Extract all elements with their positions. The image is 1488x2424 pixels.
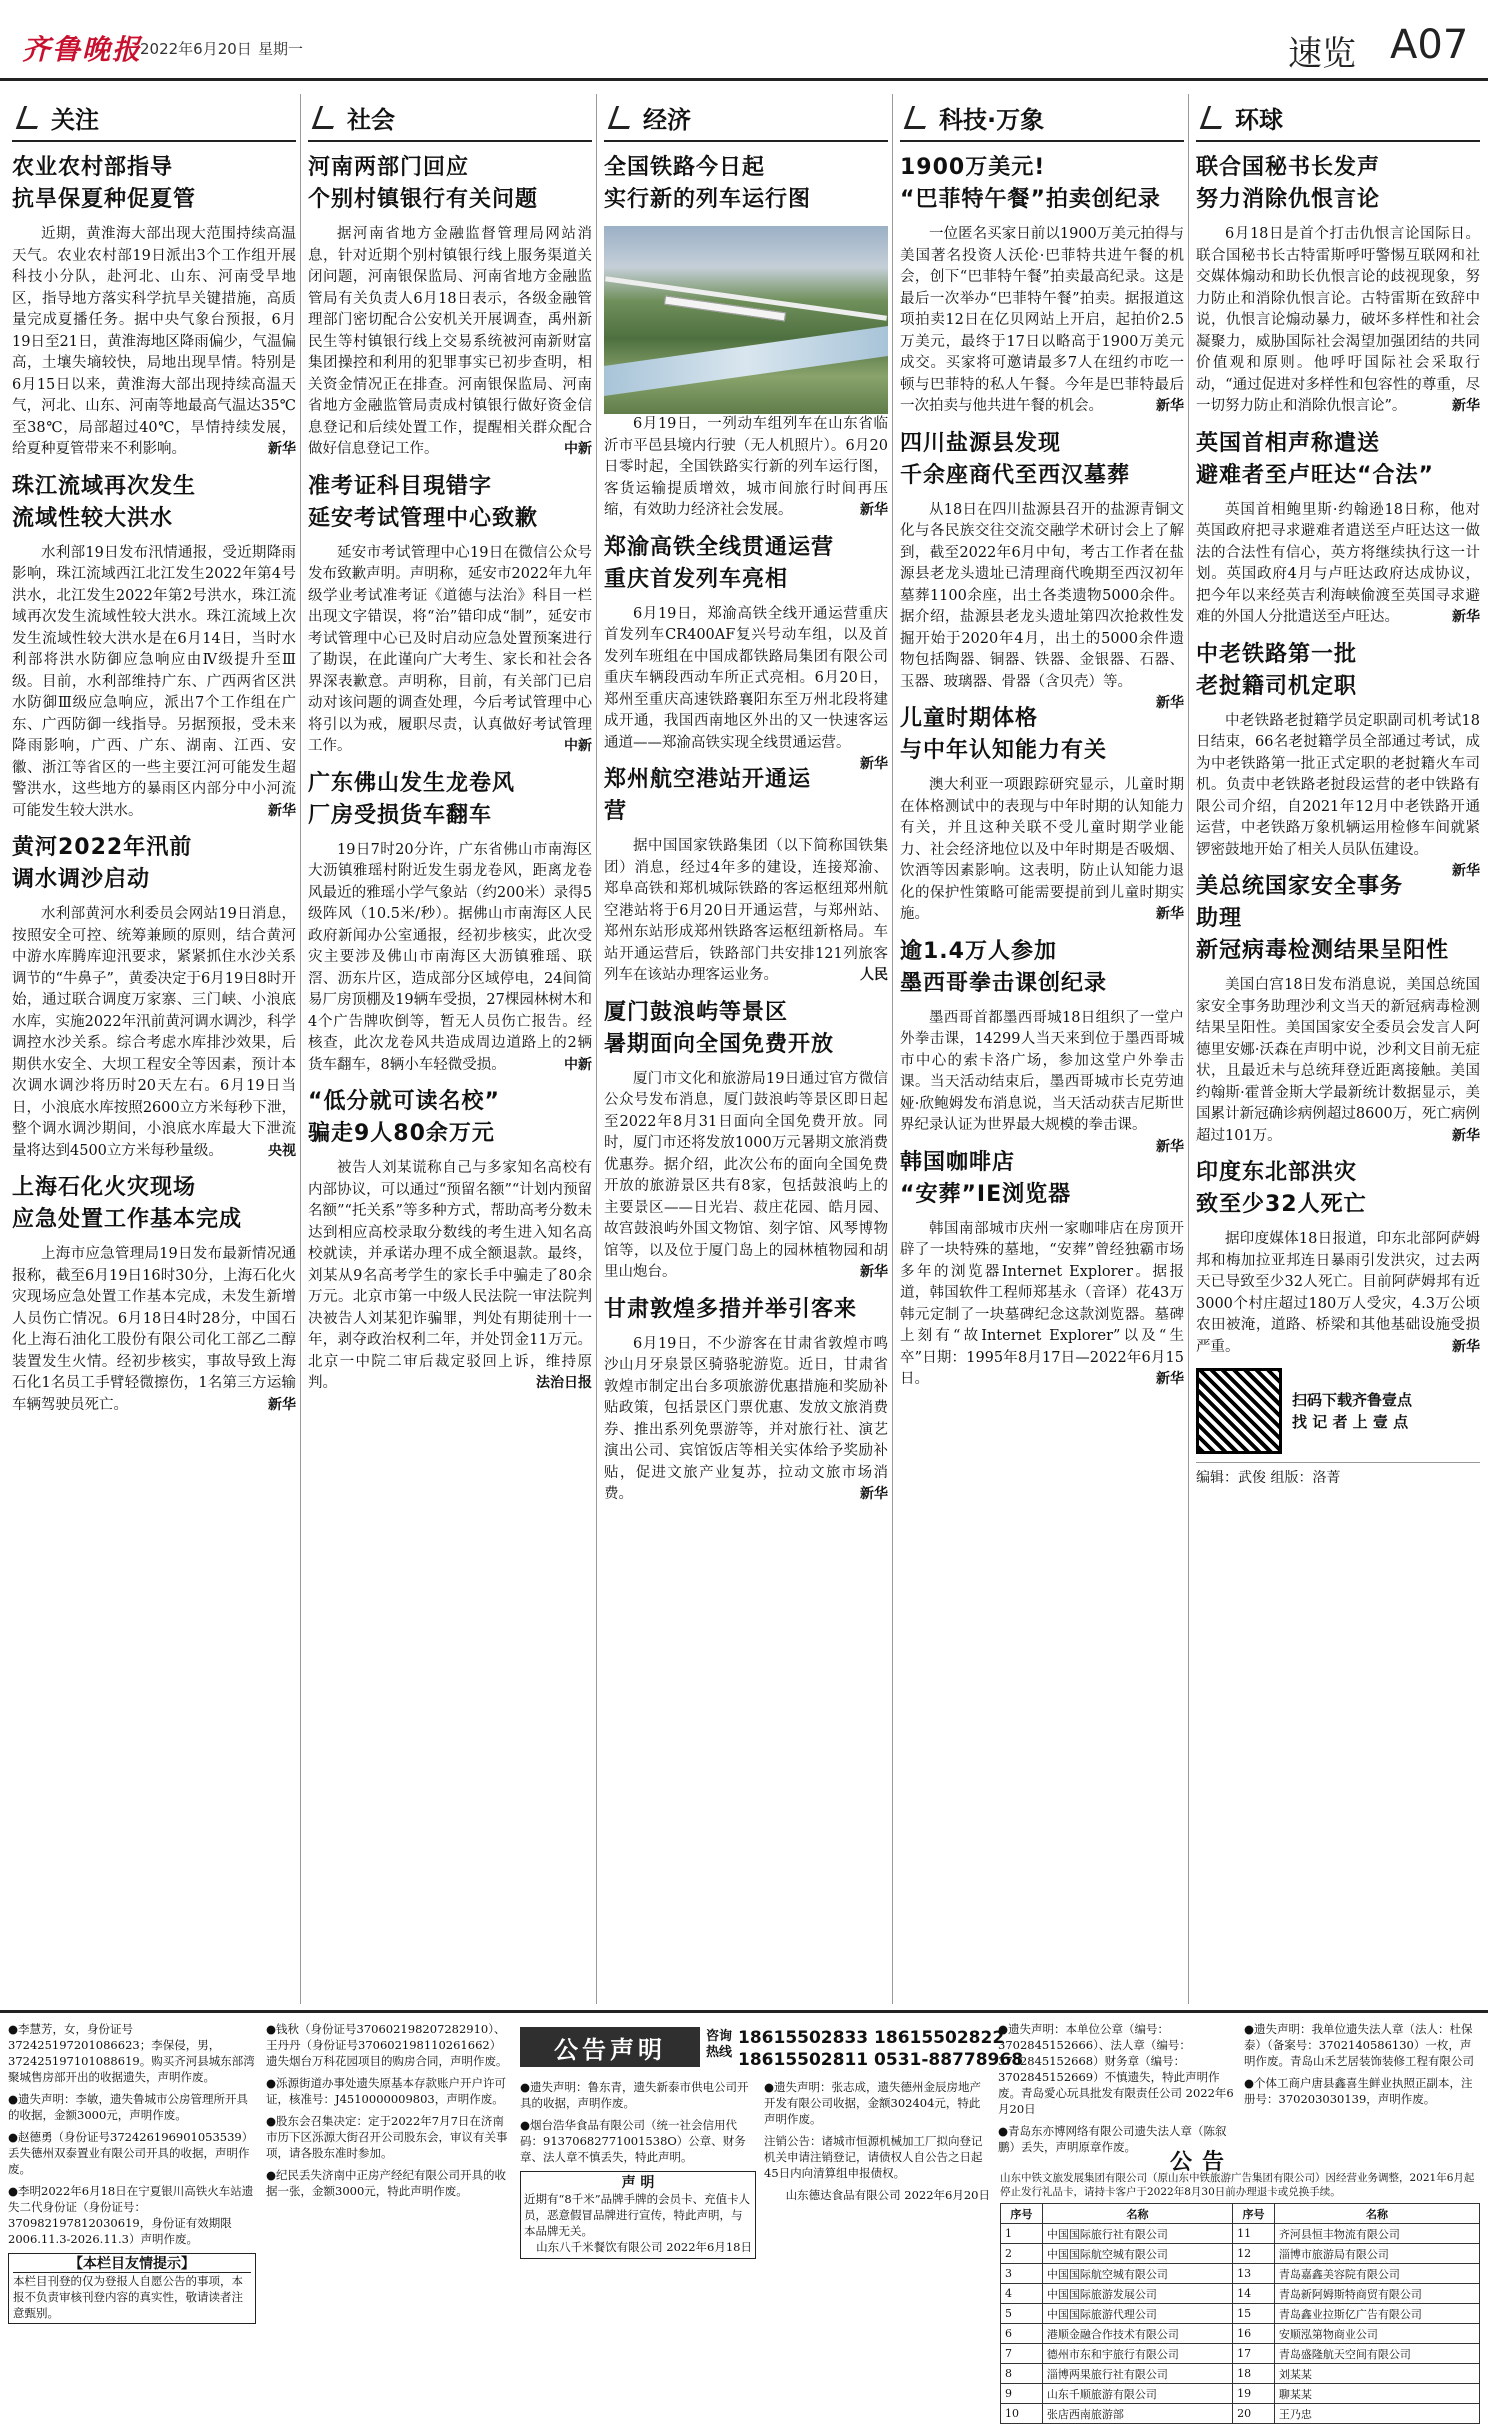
notice-table-row (1001, 2304, 1480, 2324)
article-text: 延安市考试管理中心19日在微信公众号发布致歉声明。声明称，延安市2022年九年级学业考试准考证《道德与法治》科目一栏出现文字错误，将“治”错印成“制”，延安市考试管理中心已及时启动应急处置预案进行了勘误，在此谨向广大考生、家长和社会各界深表歉意。声明称，目前，有关部门已启动对该问题的调查处理，今后考试管理中心将引以为戒，履职尽责，认真做好考试管理工作。 (308, 544, 592, 754)
qr-block (1196, 1368, 1480, 1454)
article-source: 新华 (1452, 1338, 1480, 1355)
classified-item: ●股东会召集决定：定于2022年7月7日在济南市历下区泺源大街召开公司股东会，审议有关事项，请各股东准时参加。 (266, 2114, 508, 2160)
notice-table-cell: 3 (1001, 2264, 1043, 2284)
category-heading (604, 94, 888, 142)
classified-item: ●个体工商户唐县鑫喜生鲜业执照正副本，注册号：370203030139，声明作废。 (1244, 2076, 1473, 2106)
article-headline[interactable] (1196, 1157, 1480, 1221)
article-body (900, 224, 1184, 418)
article-source: 中新 (564, 738, 592, 754)
article-headline[interactable] (12, 832, 296, 896)
notice-table-cell: 淄博市旅游局有限公司 (1274, 2244, 1479, 2264)
article-text: 水利部19日发布汛情通报，受近期降雨影响，珠江流域西江北江发生2022年第4号洪水，北江发生2022年第2号洪水，珠江流域再次发生流域性较大洪水。珠江流域上次发生流域性较大洪水是在6月14日，当时水利部将洪水防御应急响应由Ⅳ级提升至Ⅲ级。目前，水利部维持广东、广西两省区洪水防御Ⅲ级应急响应，派出7个工作组在广东、广西防御一线指导。另据预报，受未来降雨影响，广西、广东、湖南、江西、安徽、浙江等省区的一些主要江河可能发生超警洪水，这些地方的暴雨区内部分中小河流可能发生较大洪水。 (12, 544, 296, 819)
article-body (308, 543, 592, 758)
article-text: 美国白宫18日发布消息说，美国总统国家安全事务助理沙利文当天的新冠病毒检测结果呈阳性。美国国家安全委员会发言人阿德里安娜·沃森在声明中说，沙利文目前无症状，且最近未与总统拜登近距离接触。美国约翰斯·霍普金斯大学最新统计数据显示，美国累计新冠确诊病例超过8600万，死亡病例超过101万。 (1196, 977, 1480, 1144)
article-body (1196, 224, 1480, 418)
notice-table-cell: 16 (1233, 2324, 1275, 2344)
article-body (308, 1158, 592, 1395)
col4-sign: 山东德达食品有限公司 2022年6月20日 (785, 2188, 990, 2202)
notice-table-row (1001, 2364, 1480, 2384)
headline-line: 延安考试管理中心致歉 (308, 505, 539, 531)
qr-caption-line: 找 记 者 上 壹 点 (1292, 1413, 1409, 1431)
article[interactable] (604, 764, 888, 987)
article[interactable] (1196, 1157, 1480, 1358)
headline-line: 韩国咖啡店 (900, 1149, 1016, 1175)
issue-weekday: 星期一 (258, 40, 304, 58)
notice-table-cell: 青岛盛隆航天空间有限公司 (1274, 2344, 1479, 2364)
headline-line: 个别村镇银行有关问题 (308, 187, 539, 212)
article-body (1196, 1229, 1480, 1358)
headline-line: 厦门鼓浪屿等景区 (604, 999, 789, 1025)
classified-item: ●遗失声明：李敏，遗失鲁城市公房管理所开具的收据，金额3000元，声明作废。 (8, 2092, 249, 2122)
article-headline[interactable] (900, 428, 1184, 492)
notice-table-cell: 中国国际旅游代理公司 (1042, 2304, 1232, 2324)
article-source: 新华 (268, 441, 296, 457)
article[interactable] (900, 152, 1184, 418)
notice-table-header: 名称 (1042, 2204, 1232, 2224)
notice-table-row (1001, 2344, 1480, 2364)
article[interactable] (900, 703, 1184, 926)
article-source: 新华 (860, 1264, 888, 1280)
article-text: 据河南省地方金融监督管理局网站消息，针对近期个别村镇银行线上服务渠道关闭问题，河南银保监局、河南省地方金融监管局有关负责人6月18日表示，各级金融管理部门密切配合公安机关开展调查，禹州新民生等村镇银行线上交易系统被河南新财富集团操控和利用的犯罪事实已初步查明，相关资金情况正在排查。河南银保监局、河南省地方金融监管局责成村镇银行做好资金信息登记和后续处置工作，提醒相关群众配合做好信息登记工作。 (308, 226, 592, 457)
article-source: 新华 (1156, 906, 1184, 922)
classified-item: ●李明2022年6月18日在宁夏银川高铁火车站遗失二代身份证（身份证号：370982197812030619，身份证有效期限2006.11.3-2026.11.3）声明作废。 (8, 2184, 254, 2246)
erratum-box (8, 2253, 256, 2324)
headline-line: 郑渝高铁全线贯通运营 (604, 534, 835, 560)
notice-table-cell: 王乃忠 (1274, 2404, 1479, 2424)
article-headline[interactable] (1196, 639, 1480, 703)
headline-line: 老挝籍司机定职 (1196, 673, 1358, 699)
notice-table-cell: 7 (1001, 2344, 1043, 2364)
headline-line: 准考证科目現错字 (308, 473, 493, 499)
erratum-title: 【本栏目友情提示】 (13, 2256, 251, 2273)
notice-table-cell: 中国国际旅游发展公司 (1042, 2284, 1232, 2304)
headline-line: 逾1.4万人参加 (900, 938, 1057, 964)
notice-table-cell: 刘某某 (1274, 2364, 1479, 2384)
article-source: 新华 (860, 1486, 888, 1502)
classified-item: ●烟台浩华食品有限公司（统一社会信用代码：91370682771001538O）公章、财务章、法人章不慎丢失，特此声明。 (520, 2118, 746, 2164)
article-headline[interactable] (900, 936, 1184, 1000)
article-source: 新华 (1156, 398, 1184, 414)
notice-table-cell: 中国国际航空城有限公司 (1042, 2264, 1232, 2284)
classifieds-section (0, 2010, 1488, 2421)
headline-line: 美总统国家安全事务助理 (1196, 874, 1404, 931)
qr-code-icon[interactable] (1196, 1368, 1282, 1454)
statement-body: 近期有“8千米”品牌手牌的会员卡、充值卡人员，恶意假冒品牌进行宣传，特此声明，与本品牌无关。 (524, 2192, 751, 2238)
masthead (0, 0, 1488, 92)
notice-table-cell: 10 (1001, 2404, 1043, 2424)
notice-table-row (1001, 2284, 1480, 2304)
headline-line: 厂房受损货车翻车 (308, 802, 493, 828)
article-text: 6月19日，一列动车组列车在山东省临沂市平邑县境内行驶（无人机照片）。6月20日零时起，全国铁路实行新的列车运行图，客货运输提质增效，城市间旅行时间再压缩，有效助力经济社会发展。 (604, 416, 888, 518)
headline-line: 英国首相声称遣送 (1196, 430, 1381, 456)
notice-table-cell: 12 (1233, 2244, 1275, 2264)
classified-item: ●钱秋（身份证号370602198207282910）、王丹丹（身份证号370602198110261662）遗失烟台万科花园项目的购房合同，声明作废。 (266, 2022, 508, 2068)
article-headline[interactable] (604, 152, 888, 216)
article[interactable] (308, 768, 592, 1077)
notice-table-cell: 中国国际航空城有限公司 (1042, 2244, 1232, 2264)
headline-line: 农业农村部指导 (12, 155, 174, 180)
column-1 (12, 94, 296, 2004)
notice-table-cell: 中国国际旅行社有限公司 (1042, 2224, 1232, 2244)
hotline-line: 18615502833 18615502822 (738, 2028, 1005, 2048)
article-source: 新华 (268, 1396, 296, 1413)
classified-item: ●赵德勇（身份证号372426196901053539）丢失德州双泰置业有限公司开具的收据，声明作废。 (8, 2130, 254, 2176)
headline-line: 暑期面向全国免费开放 (604, 1031, 835, 1057)
hotline-line: 18615502811 0531-88778968 (738, 2050, 1024, 2070)
article-text: 韩国南部城市庆州一家咖啡店在房顶开辟了一块特殊的墓地，“安葬”曾经独霸市场多年的浏览器Internet Explorer。据报道，韩国软件工程师郑基永（音译）花43万韩元定制了一块墓碑纪念这款浏览器。墓碑上刻有“故Internet Explorer”以及“生卒”日期：1995年8月17日—2022年6月15日。 (900, 1220, 1184, 1387)
article-body (900, 1008, 1184, 1155)
article-text: 据印度媒体18日报道，印东北部阿萨姆邦和梅加拉亚邦连日暴雨引发洪灾，过去两天已导致至少32人死亡。目前阿萨姆邦有近3000个村庄超过180万人受灾，4.3万公顷农田被淹，道路、桥梁和其他基础设施受损严重。 (1196, 1231, 1480, 1355)
article-body (604, 836, 888, 987)
notice-table-cell: 山东千顺旅游有限公司 (1042, 2384, 1232, 2404)
headline-line: “安葬”IE浏览器 (900, 1181, 1072, 1207)
article-body (1196, 975, 1480, 1147)
article[interactable] (308, 471, 592, 758)
notice-table-cell: 青岛嘉鑫美容院有限公司 (1274, 2264, 1479, 2284)
article-headline[interactable] (308, 768, 592, 832)
headline-line: 应急处置工作基本完成 (12, 1207, 243, 1232)
article-headline[interactable] (604, 532, 888, 596)
category-mark-icon (1200, 106, 1229, 129)
category-label: 经济 (643, 105, 691, 134)
notice-table-cell: 19 (1233, 2384, 1275, 2404)
headline-line: 流域性较大洪水 (12, 505, 174, 531)
notice-table (1000, 2203, 1480, 2424)
notice-table-header: 序号 (1001, 2204, 1043, 2224)
column-3 (604, 94, 888, 2004)
category-label: 关注 (51, 105, 99, 134)
article-source: 新华 (1452, 1127, 1480, 1144)
article[interactable] (12, 1172, 296, 1416)
notice-table-cell: 2 (1001, 2244, 1043, 2264)
headline-line: 实行新的列车运行图 (604, 187, 812, 212)
article-text: 英国首相鲍里斯·约翰逊18日称，他对英国政府把寻求避难者遣送至卢旺达这一做法的合法性有信心，英方将继续执行这一计划。英国政府4月与卢旺达政府达成协议，把今年以来经英吉利海峡偷渡至英国寻求避难的外国人分批遣送至卢旺达。 (1196, 501, 1480, 625)
article-text: 厦门市文化和旅游局19日通过官方微信公众号发布消息，厦门鼓浪屿等景区即日起至2022年8月31日面向全国免费开放。同时，厦门市还将发放1000万元暑期文旅消费优惠券。据介绍，此次公布的面向全国免费开放的旅游景区共有8家，包括鼓浪屿上的主要景区——日光岩、菽庄花园、皓月园、故宫鼓浪屿外国文物馆、刻字馆、风琴博物馆等，以及位于厦门岛上的园林植物园和胡里山炮台。 (604, 1070, 888, 1280)
headline-line: 致至少32人死亡 (1196, 1192, 1367, 1217)
headline-line: 儿童时期体格 (900, 706, 1039, 731)
headline-line: 新冠病毒检测结果呈阳性 (1196, 938, 1450, 963)
article-source: 新华 (860, 502, 888, 518)
statement-title: 声 明 (621, 2175, 655, 2191)
notice-banner: 公告声明 (520, 2027, 700, 2067)
headline-line: 四川盐源县发现 (900, 430, 1062, 456)
article-body (308, 224, 592, 461)
headline-line: 避难者至卢旺达“合法” (1196, 462, 1434, 488)
editor-credits: 编辑：武俊 组版：洛菁 (1196, 1462, 1480, 1487)
statement-sign: 山东八千米餐饮有限公司 2022年6月18日 (536, 2240, 752, 2254)
headline-line: 广东佛山发生龙卷风 (308, 770, 516, 796)
article-body (12, 224, 296, 461)
notice-table-cell: 17 (1233, 2344, 1275, 2364)
statement-box (520, 2171, 756, 2259)
article[interactable] (1196, 871, 1480, 1147)
article-headline[interactable] (604, 1294, 888, 1326)
notice-table-cell: 德州市东和宇旅行有限公司 (1042, 2344, 1232, 2364)
article-source: 新华 (1452, 863, 1480, 879)
headline-line: 与中年认知能力有关 (900, 738, 1108, 763)
article-text: 19日7时20分许，广东省佛山市南海区大沥镇雅瑶村附近发生弱龙卷风，距离龙卷风最近的雅瑶小学气象站（约200米）录得5级阵风（10.5米/秒）。据佛山市南海区人民政府新闻办公室通报，经初步核实，此次受灾主要涉及佛山市南海区大沥镇雅瑶、联滘、沥东片区，造成部分区域停电，24间简易厂房顶棚及19辆车受损，27棵园林树木和4个广告牌吹倒等，暂无人员伤亡报告。经核查，此次龙卷风共造成周边道路上的2辆货车翻车，8辆小车轻微受损。 (308, 841, 592, 1073)
category-label: 环球 (1235, 105, 1283, 134)
headline-line: 中老铁路第一批 (1196, 641, 1358, 667)
article-body (12, 543, 296, 823)
classified-item: ●青岛东亦博网络有限公司遗失法人章（陈叙鹏）丢失，声明原章作废。 (998, 2124, 1227, 2154)
article-text: 据中国国家铁路集团（以下简称国铁集团）消息，经过4年多的建设，连接郑渝、郑阜高铁和郑机城际铁路的客运枢纽郑州航空港站将于6月20日开通运营，与郑州站、郑州东站形成郑州铁路客运枢纽新格局。车站开通运营后，铁路部门共安排121列旅客列车在该站办理客运业务。 (604, 838, 888, 983)
article-text: 墨西哥首都墨西哥城18日组织了一堂户外拳击课，14299人当天来到位于墨西哥城市中心的索卡洛广场，参加这堂户外拳击课。当天活动结束后，墨西哥城市长克劳迪娅·欣鲍姆发布消息说，当天活动获吉尼斯世界纪录认证为世界最大规模的拳击课。 (900, 1009, 1184, 1133)
notice-intro: 山东中铁文旅发展集团有限公司（原山东中铁旅游广告集团有限公司）因经营业务调整，2021年6月起停止发行礼品卡，请持卡客户于2022年8月30日前办理退卡或兑换手续。 (1000, 2172, 1475, 2198)
notice-table-cell: 8 (1001, 2364, 1043, 2384)
notice-table-row (1001, 2384, 1480, 2404)
classifieds-col-5 (998, 2021, 1236, 2154)
article-body (604, 604, 888, 772)
article-body (604, 1334, 888, 1506)
article-source: 中新 (564, 1056, 592, 1073)
headline-line: 印度东北部洪灾 (1196, 1160, 1358, 1185)
classified-item: ●遗失声明：张志成，遗失德州金辰房地产开发有限公司收据，金额302404元，特此声明作废。 (764, 2080, 982, 2126)
qr-caption-line: 扫码下载齐鲁壹点 (1292, 1391, 1413, 1409)
article-headline[interactable] (1196, 428, 1480, 492)
classifieds-col-6 (1244, 2021, 1480, 2141)
article[interactable] (900, 428, 1184, 711)
category-heading (900, 94, 1184, 142)
article-headline[interactable] (308, 471, 592, 535)
article-headline[interactable] (308, 1086, 592, 1150)
article[interactable] (12, 152, 296, 461)
newspaper-logo: 齐鲁晚报 (22, 33, 143, 66)
notice-table-cell: 港顺金融合作技术有限公司 (1042, 2324, 1232, 2344)
article-headline[interactable] (604, 997, 888, 1061)
notice-title: 公告 (1170, 2150, 1235, 2175)
classified-item: ●李慧芳，女，身份证号372425197201086623；李保侵，男，372425197101088619。购买齐河县城东部湾聚城售房部开出的收据遗失，声明作废。 (8, 2022, 255, 2084)
article-headline[interactable] (12, 1172, 296, 1236)
notice-table-header: 序号 (1233, 2204, 1275, 2224)
notice-table-cell: 齐河县恒丰物流有限公司 (1274, 2224, 1479, 2244)
notice-table-row (1001, 2404, 1480, 2424)
notice-table-cell: 张店西南旅游部 (1042, 2404, 1232, 2424)
column-2 (308, 94, 592, 2004)
headline-line: 甘肃敦煌多措并举引客来 (604, 1296, 858, 1322)
article-text: 6月19日，不少游客在甘肃省敦煌市鸣沙山月牙泉景区骑骆驼游览。近日，甘肃省敦煌市制定出台多项旅游优惠措施和奖励补贴政策，包括景区门票优惠、发放文旅消费券、推出系列免票游等，并对旅行社、演艺演出公司、宾馆饭店等相关实体给予奖励补贴，促进文旅产业复苏，拉动文旅市场消费。 (604, 1335, 888, 1502)
category-label: 科技·万象 (939, 105, 1045, 134)
notice-table-cell: 20 (1233, 2404, 1275, 2424)
article-text: 水利部黄河水利委员会网站19日消息，按照安全可控、统筹兼顾的原则，结合黄河中游水库腾库迎汛要求，紧紧抓住水沙关系调节的“牛鼻子”，黄委决定于6月19日8时开始，通过联合调度万家寨、三门峡、小浪底水库，实施2022年汛前黄河调水调沙，科学调控水沙关系。综合考虑水库排沙效果，后期供水安全、大坝工程安全等因素，预计本次调水调沙将历时20天左右。6月19日当日，小浪底水库按照2600立方米每秒下泄，整个调水调沙期间，小浪底水库最大下泄流量将达到4500立方米每秒量级。 (12, 906, 296, 1159)
article[interactable] (900, 936, 1184, 1155)
article-source: 法治日报 (536, 1375, 592, 1391)
hotline-numbers (738, 2027, 1023, 2071)
article-source: 新华 (1452, 398, 1480, 414)
article-body (1196, 711, 1480, 879)
article-headline[interactable] (1196, 152, 1480, 216)
article[interactable] (12, 471, 296, 823)
article[interactable] (604, 532, 888, 772)
notice-table-cell: 13 (1233, 2264, 1275, 2284)
classified-item: ●遗失声明：我单位遗失法人章（法人：杜保泰）（备案号：3702140586130）一枚，声明作废。青岛山禾艺居装饰装修工程有限公司 (1244, 2022, 1474, 2068)
article-source: 新华 (1156, 695, 1184, 711)
article-text: 6月18日是首个打击仇恨言论国际日。联合国秘书长古特雷斯呼吁警惕互联网和社交媒体煽动和助长仇恨言论的歧视现象，努力防止和消除仇恨言论。古特雷斯在致辞中说，仇恨言论煽动暴力，破坏多样性和社会凝聚力，威胁国际社会渴望加强团结的共同价值观和原则。他呼吁国际社会采取行动，“通过促进对多样性和包容性的尊重，尽一切努力防止和消除仇恨言论”。 (1196, 226, 1480, 414)
notice-table-cell: 1 (1001, 2224, 1043, 2244)
article-text: 一位匿名买家日前以1900万美元拍得与美国著名投资人沃伦·巴菲特共进午餐的机会，创下“巴菲特午餐”拍卖最高纪录。这是最后一次举办“巴菲特午餐”拍卖。据报道这项拍卖12日在亿贝网站上开启，起拍价2.5万美元，最终于17日以略高于1900万美元成交。买家将可邀请最多7人在纽约市吃一顿与巴菲特的私人午餐。今年是巴菲特最后一次拍卖与他共进午餐的机会。 (900, 226, 1184, 414)
article-source: 中新 (564, 441, 592, 457)
notice-table-cell: 6 (1001, 2324, 1043, 2344)
article[interactable] (604, 152, 888, 522)
notice-table-cell: 9 (1001, 2384, 1043, 2404)
article-body (12, 904, 296, 1162)
headline-line: “低分就可读名校” (308, 1089, 500, 1114)
category-mark-icon (312, 106, 341, 129)
article[interactable] (1196, 428, 1480, 629)
notice-table-cell: 5 (1001, 2304, 1043, 2324)
photo-river (604, 326, 888, 396)
classifieds-col-4 (764, 2079, 990, 2203)
notice-table-cell: 4 (1001, 2284, 1043, 2304)
article[interactable] (308, 152, 592, 461)
article-source: 新华 (860, 756, 888, 772)
notice-table-cell: 14 (1233, 2284, 1275, 2304)
classifieds-col-3 (520, 2079, 756, 2259)
column-divider (892, 94, 893, 2004)
notice-table-cell: 青岛鑫业拉斯亿广告有限公司 (1274, 2304, 1479, 2324)
headline-line: 1900万美元! (900, 155, 1046, 180)
article-body (900, 1219, 1184, 1391)
classified-item: ●遗失声明：本单位公章（编号：3702845152666）、法人章（编号：3702845152668）财务章（编号：3702845152669）不慎遗失，特此声明作废。青岛愛心玩具批发有限责任公司 2022年6月20日 (998, 2022, 1234, 2116)
classified-item: 注销公告：诸城市恒源机械加工厂拟向登记机关申请注销登记，请债权人自公告之日起45日内向清算组申报债权。 (764, 2134, 983, 2180)
qr-caption (1292, 1389, 1412, 1433)
news-photo (604, 226, 888, 414)
classified-item: ●遗失声明：鲁东青，遗失新泰市供电公司开具的收据，声明作废。 (520, 2080, 749, 2110)
notice-table-row (1001, 2224, 1480, 2244)
category-heading (308, 94, 592, 142)
article[interactable] (12, 832, 296, 1162)
masthead-rule (0, 78, 1488, 81)
article-body (900, 500, 1184, 711)
article[interactable] (604, 1294, 888, 1506)
notice-table-cell: 15 (1233, 2304, 1275, 2324)
article-text: 中老铁路老挝籍学员定职副司机考试18日结束，66名老挝籍学员全部通过考试，成为中老铁路第一批正式定职的老挝籍火车司机。负责中老铁路老挝段运营的老中铁路有限公司介绍，自2021年12月中老铁路开通运营，中老铁路万象机辆运用检修车间就紧锣密鼓地开始了相关人员队伍建设。 (1196, 712, 1480, 858)
headline-line: 千余座商代至西汉墓葬 (900, 462, 1131, 488)
column-divider (1188, 94, 1189, 2004)
page-section-title: 速览 (1288, 34, 1356, 74)
column-4 (900, 94, 1184, 2004)
headline-line: 全国铁路今日起 (604, 155, 766, 180)
headline-line: 联合国秘书长发声 (1196, 155, 1381, 180)
headline-line: 骗走9人80余万元 (308, 1121, 495, 1146)
article-text: 6月19日，郑渝高铁全线开通运营重庆首发列车CR400AF复兴号动车组，以及首发列车班组在中国成都铁路局集团有限公司重庆车辆段西动车所正式亮相。6月20日，郑州至重庆高速铁路襄阳东至万州北段将建成开通，我国西南地区外出的又一快速客运通道——郑渝高铁实现全线贯通运营。 (604, 605, 888, 751)
headline-line: 上海石化火灾现场 (12, 1175, 197, 1200)
notice-table-cell: 11 (1233, 2224, 1275, 2244)
notice-table-cell: 淄博两果旅行社有限公司 (1042, 2364, 1232, 2384)
erratum-body: 本栏目刊登的仅为登报人自愿公告的事项，本报不负责审核刊登内容的真实性，敬请读者注意甄别。 (13, 2274, 243, 2320)
hotline-label: 咨询热线 (706, 2029, 733, 2060)
category-mark-icon (16, 106, 45, 129)
notice-table-cell: 安顺泓第物商业公司 (1274, 2324, 1479, 2344)
headline-line: 黄河2022年汛前 (12, 835, 193, 860)
category-heading (12, 94, 296, 142)
issue-date: 2022年6月20日 (140, 40, 252, 58)
article-text: 从18日在四川盐源县召开的盐源青铜文化与各民族交往交流交融学术研讨会上了解到，截至2022年6月中旬，考古工作者在盐源县老龙头遗址已清理商代晚期至西汉初年墓葬1100余座，出土各类遗物5000余件。据介绍，盐源县老龙头遗址第四次抢救性发掘开始于2020年4月，出土的5000余件遗物包括陶器、铜器、铁器、金银器、石器、玉器、玻璃器、骨器（含贝壳）等。 (900, 501, 1184, 690)
classified-item: ●纪民丢失济南中正房产经纪有限公司开具的收据一张，金额3000元，特此声明作废。 (266, 2168, 507, 2198)
article-source: 央视 (268, 1142, 296, 1159)
headline-line: 郑州航空港站开通运营 (604, 767, 812, 824)
classifieds-col-1 (8, 2021, 256, 2324)
notice-table-row (1001, 2244, 1480, 2264)
notice-table-header: 名称 (1274, 2204, 1479, 2224)
headline-line: 调水调沙启动 (12, 867, 151, 892)
article-source: 新华 (1156, 1371, 1184, 1387)
article-source: 新华 (268, 802, 296, 819)
article[interactable] (308, 1086, 592, 1395)
article[interactable] (1196, 639, 1480, 879)
article-text: 近期，黄淮海大部出现大范围持续高温天气。农业农村部19日派出3个工作组开展科技小分队，赴河北、山东、河南受旱地区，指导地方落实科学抗旱关键措施，高质量完成夏播任务。据中央气象台预报，6月19日至21日，黄淮海地区降雨偏少，气温偏高，土壤失墒较快，局地出现旱情。特别是6月15日以来，黄淮海大部出现持续高温天气，河北、山东、河南等地最高气温达35℃至38℃，局部超过40℃，旱情持续发展，给夏种夏管带来不利影响。 (12, 226, 296, 457)
article[interactable] (1196, 152, 1480, 418)
article-headline[interactable] (12, 152, 296, 216)
article-body (604, 414, 888, 522)
article[interactable] (604, 997, 888, 1284)
article-text: 澳大利亚一项跟踪研究显示，儿童时期在体格测试中的表现与中年时期的认知能力有关，并且这种关联不受儿童时期学业能力、社会经济地位以及中年时期是否吸烟、饮酒等因素影响。这表明，防止认知能力退化的保护性策略可能需要提前到儿童时期实施。 (900, 777, 1184, 922)
article-source: 新华 (1156, 1138, 1184, 1155)
column-5 (1196, 94, 1480, 2004)
page-number: A07 (1390, 22, 1469, 68)
category-mark-icon (904, 106, 933, 129)
article-body (604, 1069, 888, 1284)
article-body (308, 840, 592, 1077)
classified-item: ●泺源街道办事处遗失原基本存款账户开户许可证，核准号：J4510000009803，声明作废。 (266, 2076, 507, 2106)
article-body (12, 1244, 296, 1416)
column-divider (300, 94, 301, 2004)
notice-table-row (1001, 2324, 1480, 2344)
article-headline[interactable] (900, 152, 1184, 216)
category-mark-icon (608, 106, 637, 129)
headline-line: 珠江流域再次发生 (12, 473, 197, 499)
column-divider (596, 94, 597, 2004)
classifieds-col-2 (266, 2021, 510, 2205)
article-text: 上海市应急管理局19日发布最新情况通报称，截至6月19日16时30分，上海石化火灾现场应急处置工作基本完成，未发生新增人员伤亡情况。6月18日4时28分，中国石化上海石油化工股份有限公司化工部乙二醇装置发生火情。经初步核实，事故导致上海石化1名员工手臂轻微擦伤，1名第三方运输车辆驾驶员死亡。 (12, 1246, 296, 1413)
headline-line: 抗旱保夏种促夏管 (12, 187, 197, 212)
article[interactable] (900, 1147, 1184, 1391)
headline-line: 墨西哥拳击课创纪录 (900, 970, 1108, 996)
headline-line: 努力消除仇恨言论 (1196, 187, 1381, 212)
notice-table-cell: 18 (1233, 2364, 1275, 2384)
article-body (900, 775, 1184, 926)
headline-line: 河南两部门回应 (308, 155, 470, 180)
article-headline[interactable] (308, 152, 592, 216)
article-source: 人民 (860, 967, 888, 983)
article-text: 被告人刘某谎称自己与多家知名高校有内部协议，可以通过“预留名额”“计划内预留名额”“托关系”等多种方式，帮助高考分数未达到相应高校录取分数线的考生进入知名高校就读，并承诺办理不成全额退款。最终，刘某从9名高考学生的家长手中骗走了80余万元。北京市第一中级人民法院一审法院判决被告人刘某犯诈骗罪，判处有期徒刑十一年，剥夺政治权利二年，并处罚金11万元。北京一中院二审后裁定驳回上诉，维持原判。 (308, 1160, 592, 1391)
notice-table-cell: 青岛新阿姆斯特商贸有限公司 (1274, 2284, 1479, 2304)
article-body (1196, 500, 1480, 629)
article-source: 新华 (1452, 609, 1480, 625)
notice-table-cell: 聊某某 (1274, 2384, 1479, 2404)
category-label: 社会 (347, 105, 395, 134)
article-headline[interactable] (12, 471, 296, 535)
category-heading (1196, 94, 1480, 142)
notice-table-row (1001, 2264, 1480, 2284)
headline-line: “巴菲特午餐”拍卖创纪录 (900, 187, 1161, 212)
headline-line: 重庆首发列车亮相 (604, 566, 789, 592)
article-headline[interactable] (1196, 871, 1480, 967)
